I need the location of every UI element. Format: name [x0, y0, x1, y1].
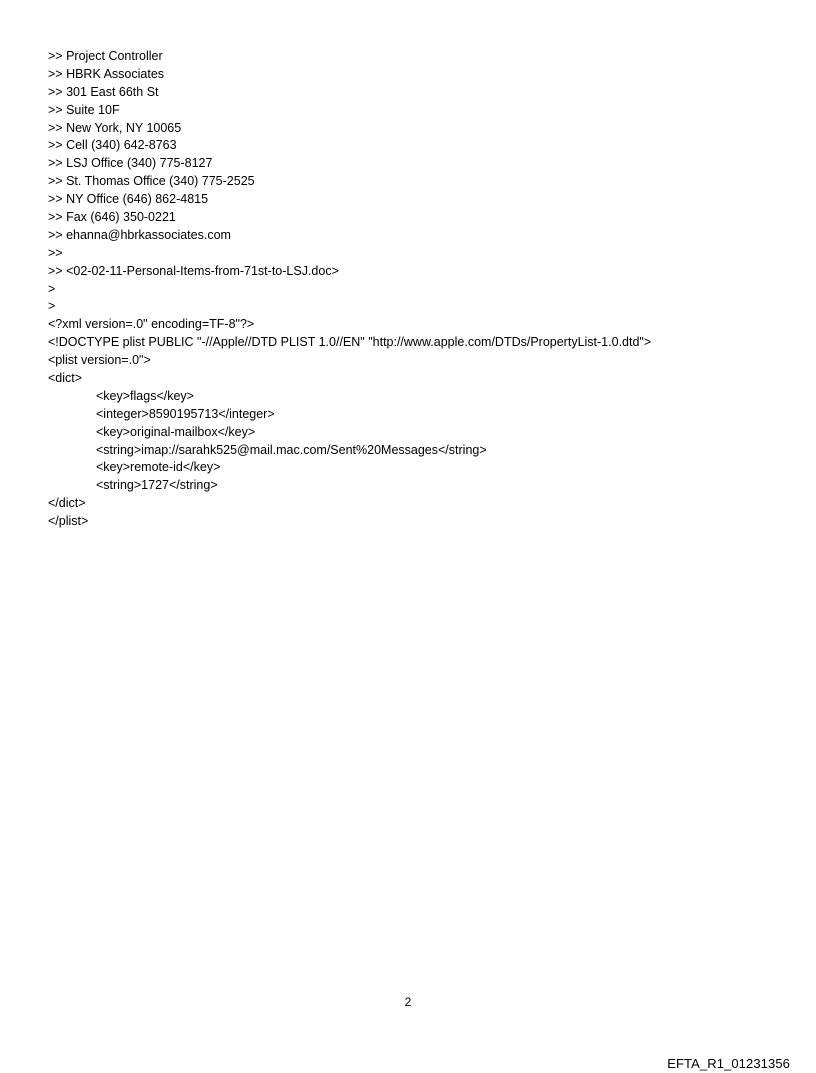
- plist-close-tag: </plist>: [48, 514, 89, 529]
- signature-line: >> Project Controller: [48, 49, 163, 63]
- dict-entry: <key>remote-id</key>: [96, 460, 221, 475]
- signature-line: >> LSJ Office (340) 775-8127: [48, 156, 213, 171]
- signature-line: >> Cell (340) 642-8763: [48, 138, 177, 153]
- signature-line: >> New York, NY 10065: [48, 120, 182, 135]
- signature-email: >> ehanna@hbrkassociates.com: [48, 227, 231, 242]
- attachment-line: >> <02-02-11-Personal-Items-from-71st-to-LSJ.doc>: [48, 263, 339, 278]
- plist-open-tag: <plist version=.0">: [48, 353, 151, 368]
- dict-open-tag: <dict>: [48, 371, 83, 386]
- dict-close-tag: </dict>: [48, 496, 86, 511]
- signature-line: >> St. Thomas Office (340) 775-2525: [48, 174, 255, 189]
- dict-entry: <integer>8590195713</integer>: [96, 406, 275, 421]
- signature-line: >> NY Office (646) 862-4815: [48, 192, 209, 207]
- email-body: [48, 48, 768, 531]
- signature-line: >> 301 East 66th St: [48, 84, 159, 99]
- dict-entry: <string>1727</string>: [96, 478, 218, 493]
- dict-entry: <key>flags</key>: [96, 388, 194, 403]
- bates-number: EFTA_R1_01231356: [667, 1056, 790, 1071]
- xml-declaration: <?xml version=.0" encoding=TF-8"?>: [48, 317, 255, 332]
- page-number: 2: [404, 995, 412, 1009]
- quote-line: >: [48, 281, 56, 296]
- signature-line: >> Fax (646) 350-0221: [48, 210, 176, 225]
- signature-line: >> HBRK Associates: [48, 66, 165, 81]
- quote-line: >>: [48, 245, 63, 260]
- plist-doctype: <!DOCTYPE plist PUBLIC "-//Apple//DTD PLIST 1.0//EN" "http://www.apple.com/DTDs/PropertyList-1.0.dtd">: [48, 335, 652, 350]
- dict-entry: <string>imap://sarahk525@mail.mac.com/Sent%20Messages</string>: [96, 442, 487, 457]
- quote-line: >: [48, 299, 56, 314]
- signature-line: >> Suite 10F: [48, 102, 120, 117]
- dict-entry: <key>original-mailbox</key>: [96, 424, 256, 439]
